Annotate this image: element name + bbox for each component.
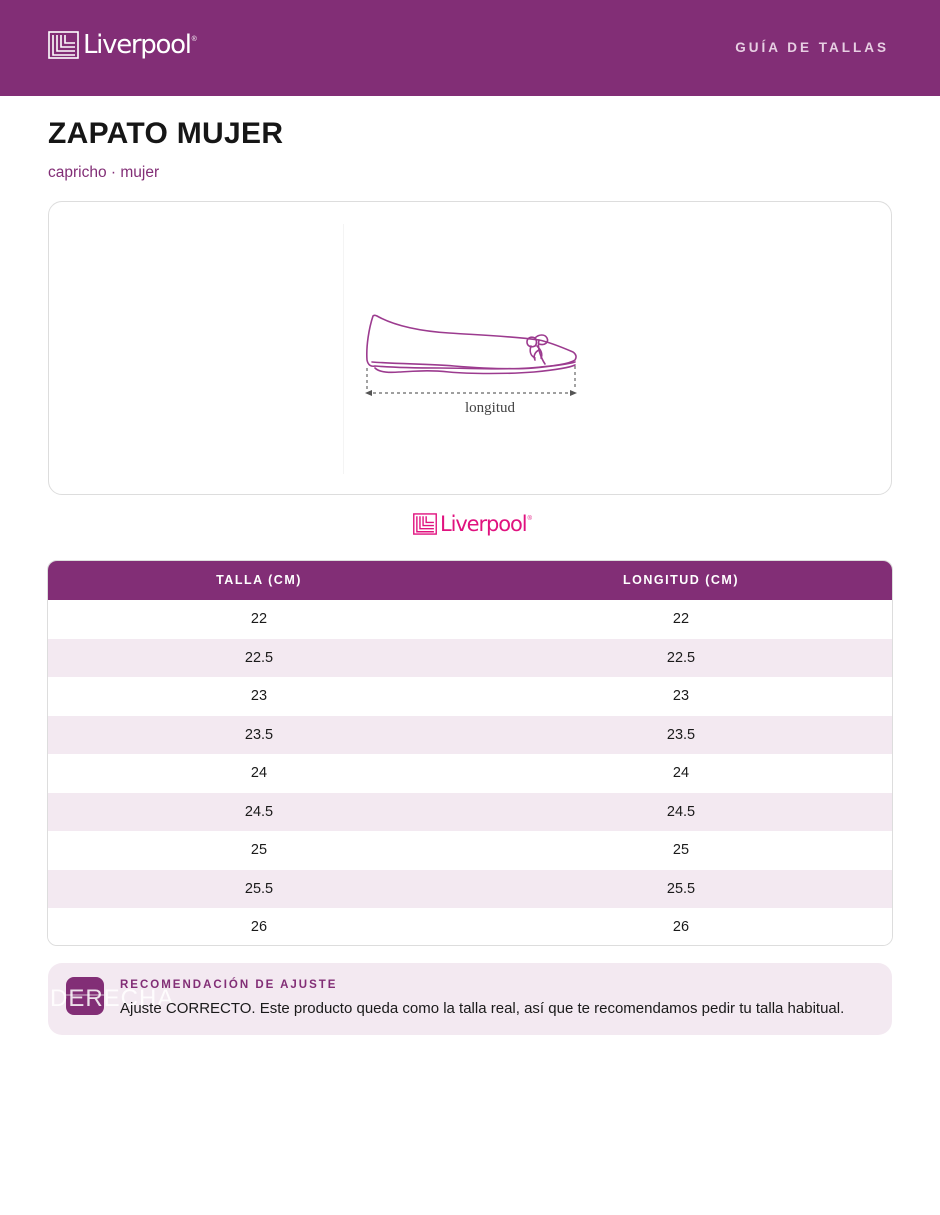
column-header-size: TALLA (CM) [216, 573, 302, 587]
liverpool-logo-mark-icon [48, 31, 79, 59]
table-row [48, 908, 892, 946]
liverpool-logo-text: Liverpool [440, 512, 527, 536]
size-cell: 24 [250, 765, 268, 781]
column-header-length: LONGITUD (CM) [622, 573, 739, 587]
size-cell: 25 [250, 842, 268, 858]
size-table [47, 560, 893, 946]
table-row [48, 793, 892, 832]
size-cell: 24.5 [244, 803, 274, 820]
table-body [48, 600, 892, 946]
length-cell: 23 [672, 688, 690, 704]
liverpool-logo[interactable] [48, 31, 197, 59]
fit-recommendation [48, 963, 892, 1035]
length-cell: 25.5 [666, 880, 696, 897]
table-row [48, 754, 892, 793]
length-cell: 25 [672, 842, 690, 858]
table-row [48, 677, 892, 716]
product-subtitle: capricho · mujer [48, 164, 160, 181]
figure-divider [343, 224, 344, 474]
table-row [48, 639, 892, 678]
liverpool-logo-mark-icon [413, 513, 437, 535]
liverpool-logo-text: Liverpool [83, 30, 191, 60]
length-cell: 23.5 [666, 726, 696, 743]
length-cell: 26 [672, 919, 690, 935]
length-cell: 24 [672, 765, 690, 781]
registered-mark: ® [527, 516, 532, 522]
liverpool-center-logo [413, 513, 532, 535]
page-title: ZAPATO MUJER [48, 117, 284, 150]
size-cell: 26 [250, 919, 268, 935]
size-cell: 23 [250, 688, 268, 704]
table-header-row [48, 561, 892, 600]
fit-watermark: DERECHA [50, 985, 175, 1012]
table-row [48, 831, 892, 870]
shoe-measure-figure [48, 201, 892, 495]
measure-label: longitud [464, 400, 516, 416]
size-cell: 22 [250, 611, 268, 627]
ballet-flat-illustration [359, 302, 599, 422]
registered-mark: ® [191, 35, 197, 43]
size-guide-link[interactable]: GUÍA DE TALLAS [735, 40, 889, 55]
length-cell: 24.5 [666, 803, 696, 820]
size-cell: 25.5 [244, 880, 274, 897]
table-row [48, 870, 892, 909]
table-row [48, 716, 892, 755]
fit-recommendation-text: Ajuste CORRECTO. Este producto queda como la talla real, así que te recomendamos pedir tu talla habitual. [120, 1000, 845, 1017]
size-cell: 23.5 [244, 726, 274, 743]
size-cell: 22.5 [244, 649, 274, 666]
top-header [0, 0, 940, 96]
table-row [48, 600, 892, 639]
fit-recommendation-label: RECOMENDACIÓN DE AJUSTE [120, 979, 338, 991]
length-cell: 22.5 [666, 649, 696, 666]
length-cell: 22 [672, 611, 690, 627]
